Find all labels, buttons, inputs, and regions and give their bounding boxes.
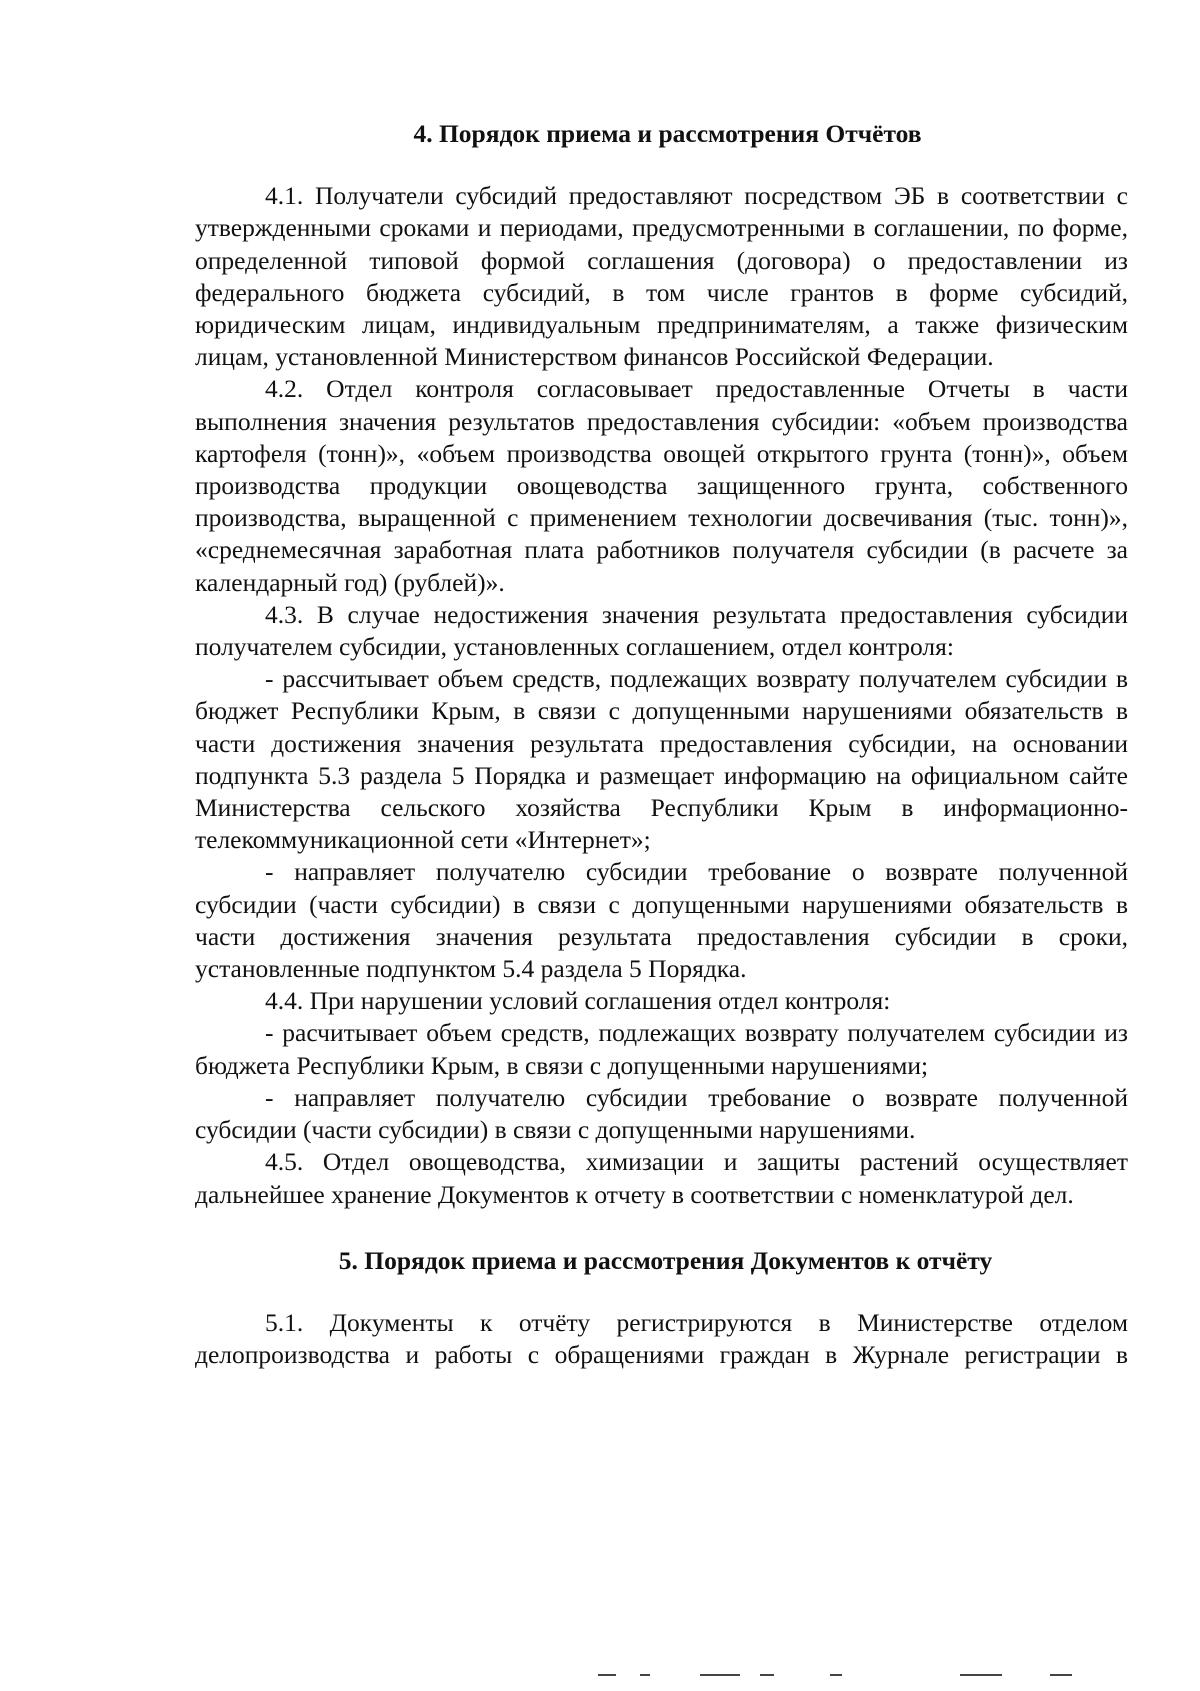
- paragraph-4-4-item-2: - направляет получателю субсидии требование о возврате полученной субсидии (части субсидии) в связи с допущенными нарушениями.: [195, 1082, 1128, 1145]
- scan-mark: [700, 1674, 740, 1676]
- section-5-title: 5. Порядок приема и рассмотрения Документов к отчёту: [338, 1245, 993, 1275]
- paragraph-4-5: 4.5. Отдел овощеводства, химизации и защиты растений осуществляет дальнейшее хранение Документов к отчету в соответствии с номенклатурой дел.: [195, 1147, 1128, 1209]
- paragraph-4-4-item-1: - расчитывает объем средств, подлежащих возврату получателем субсидии из бюджета Республики Крым, в связи с допущенными нарушениями;: [195, 1018, 1128, 1080]
- paragraph-4-1: 4.1. Получатели субсидий предоставляют посредством ЭБ в соответствии с утвержденными сроками и периодами, предусмотренными в соглашении, по форме, определенной типовой формой соглашения (договора) о предоставлении из федерального бюджета субсидий, в том числе грантов в форме субсидий, юридическим лицам, индивидуальным предпринимателям, а также физическим лицам, установленной Министерством финансов Российской Федерации.: [195, 181, 1128, 372]
- scan-mark: [640, 1674, 650, 1676]
- paragraph-4-3: 4.3. В случае недостижения значения результата предоставления субсидии получателем субсидии, установленных соглашением, отдел контроля:: [195, 599, 1128, 662]
- paragraph-5-1: 5.1. Документы к отчёту регистрируются в Министерстве отделом делопроизводства и работы с обращениями граждан в Журнале регистрации в: [195, 1307, 1128, 1370]
- page-content: [195, 118, 1128, 1371]
- scan-mark: [760, 1674, 774, 1676]
- scan-mark: [960, 1674, 1002, 1676]
- paragraph-4-4: 4.4. При нарушении условий соглашения отдел контроля:: [265, 986, 891, 1016]
- scan-mark: [830, 1674, 842, 1676]
- section-4-title: 4. Порядок приема и рассмотрения Отчётов: [413, 119, 922, 148]
- paragraph-4-3-item-2: - направляет получателю субсидии требование о возврате полученной субсидии (части субсидии) в связи с допущенными нарушениями обязательств в части достижения значения результата предоставления субсидии в сроки, установленные подпунктом 5.4 раздела 5 Порядка.: [195, 857, 1128, 984]
- scan-mark: [1050, 1674, 1072, 1676]
- scan-artifact-marks: [0, 1672, 1200, 1680]
- paragraph-4-2: 4.2. Отдел контроля согласовывает предоставленные Отчеты в части выполнения значения результатов предоставления субсидии: «объем производства картофеля (тонн)», «объем производства овощей открытого грунта (тонн)», объем производства продукции овощеводства защищенного грунта, собственного производства, выращенной с применением технологии досвечивания (тыс. тонн)», «среднемесячная заработная плата работников получателя субсидии (в расчете за календарный год) (рублей)».: [195, 374, 1128, 597]
- paragraph-4-3-item-1: - рассчитывает объем средств, подлежащих возврату получателем субсидии в бюджет Республики Крым, в связи с допущенными нарушениями обязательств в части достижения значения результата предоставления субсидии, на основании подпункта 5.3 раздела 5 Порядка и размещает информацию на официальном сайте Министерства сельского хозяйства Республики Крым в информационно-телекоммуникационной сети «Интернет»;: [195, 664, 1128, 855]
- scan-mark: [598, 1674, 616, 1676]
